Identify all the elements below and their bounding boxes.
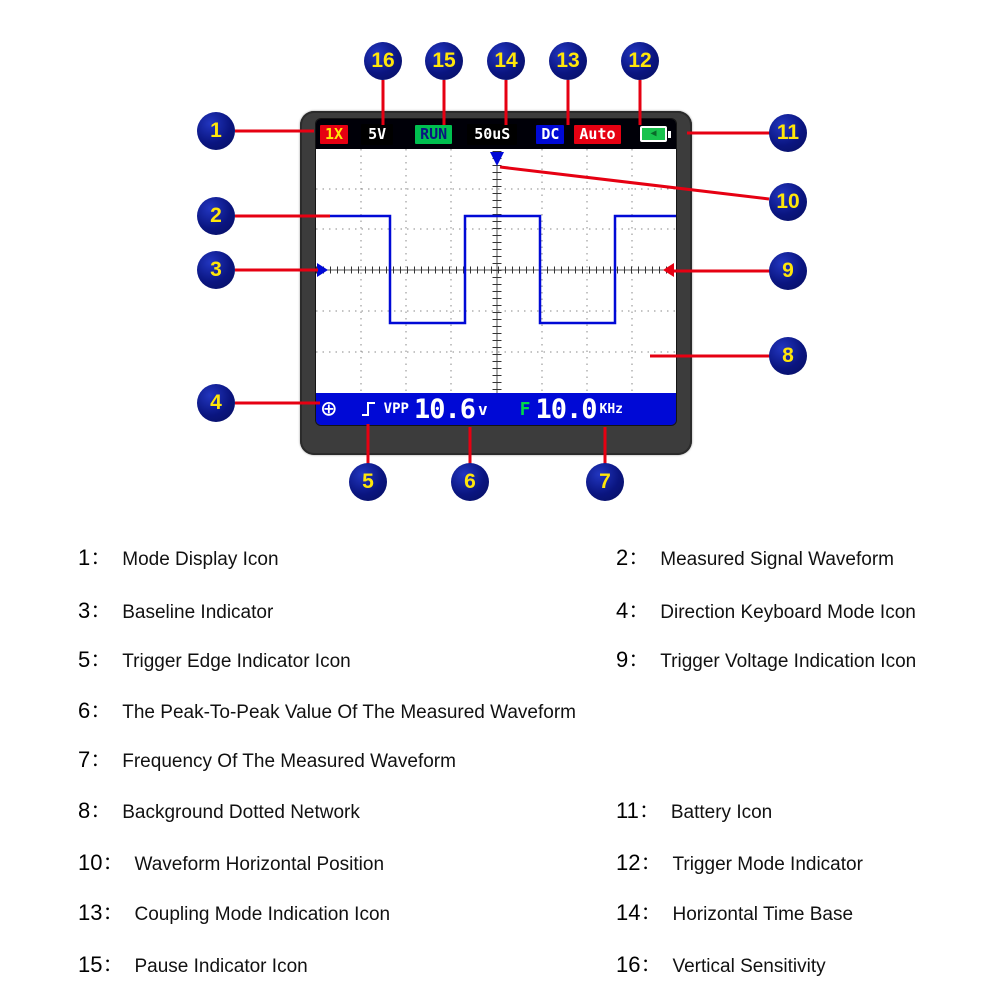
legend-item-12: 12： Trigger Mode Indicator [616, 850, 863, 875]
time-base-badge: 50uS [467, 124, 517, 145]
callout-3: 3 [197, 251, 235, 289]
callout-9: 9 [769, 252, 807, 290]
callout-7: 7 [586, 463, 624, 501]
legend-item-9: 9： Trigger Voltage Indication Icon [616, 647, 917, 672]
freq-value: 10.0 [535, 393, 597, 425]
legend-item-11: 11： Battery Icon [616, 798, 773, 823]
callout-5: 5 [349, 463, 387, 501]
legend-item-5: 5： Trigger Edge Indicator Icon [78, 647, 351, 672]
legend-item-6: 6： The Peak-To-Peak Value Of The Measured Waveform [78, 698, 576, 723]
coupling-mode-badge: DC [536, 125, 564, 144]
legend-item-16: 16： Vertical Sensitivity [616, 952, 826, 977]
probe-mode-badge: 1X [320, 125, 348, 144]
legend-item-10: 10： Waveform Horizontal Position [78, 850, 385, 875]
vpp-value: 10.6 [413, 393, 475, 425]
callout-4: 4 [197, 384, 235, 422]
legend-item-15: 15： Pause Indicator Icon [78, 952, 308, 977]
callout-13: 13 [549, 42, 587, 80]
callout-2: 2 [197, 197, 235, 235]
direction-keyboard-icon: ⊕ [321, 394, 337, 424]
legend-item-2: 2： Measured Signal Waveform [616, 545, 894, 570]
legend-item-4: 4： Direction Keyboard Mode Icon [616, 598, 916, 623]
callout-6: 6 [451, 463, 489, 501]
legend-item-13: 13： Coupling Mode Indication Icon [78, 900, 391, 925]
callout-14: 14 [487, 42, 525, 80]
battery-charge-arrow-icon: ◀ [650, 128, 657, 139]
legend-item-14: 14： Horizontal Time Base [616, 900, 854, 925]
callout-10: 10 [769, 183, 807, 221]
legend-item-7: 7： Frequency Of The Measured Waveform [78, 747, 456, 772]
callout-12: 12 [621, 42, 659, 80]
callout-16: 16 [364, 42, 402, 80]
legend-item-1: 1： Mode Display Icon [78, 545, 279, 570]
freq-label: F [519, 398, 531, 420]
callout-line-10 [500, 167, 769, 199]
vpp-label: VPP [383, 401, 409, 417]
freq-unit: KHz [599, 401, 623, 417]
callout-8: 8 [769, 337, 807, 375]
run-state-badge: RUN [415, 125, 452, 144]
trigger-mode-badge: Auto [574, 125, 620, 144]
legend-item-8: 8： Background Dotted Network [78, 798, 360, 823]
callout-1: 1 [197, 112, 235, 150]
callout-15: 15 [425, 42, 463, 80]
callout-11: 11 [769, 114, 807, 152]
vertical-sensitivity-badge: 5V [361, 124, 393, 145]
vpp-unit: v [477, 399, 488, 419]
legend-item-3: 3： Baseline Indicator [78, 598, 274, 623]
